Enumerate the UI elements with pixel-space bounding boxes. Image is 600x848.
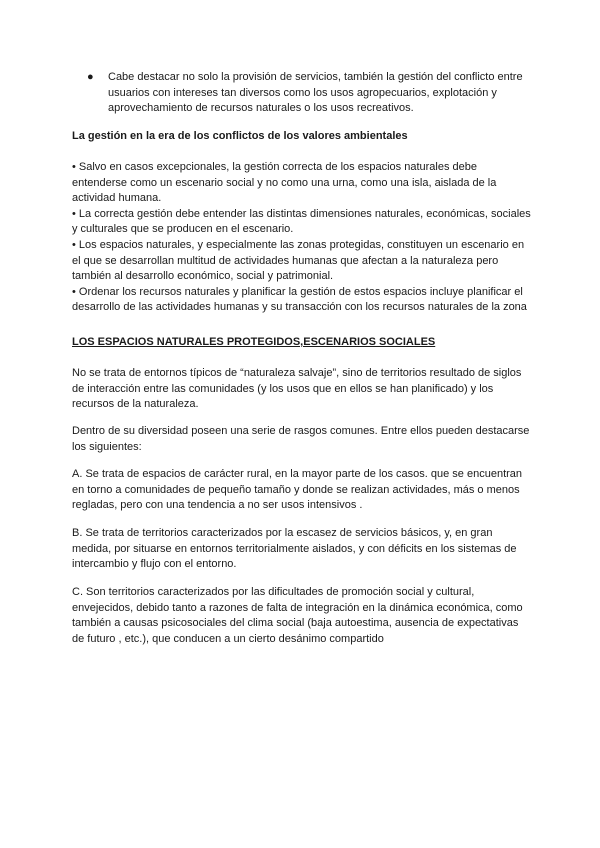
gestion-point: • La correcta gestión debe entender las distintas dimensiones naturales, económicas, sociales y culturales que se producen en el escenario. [72,207,531,236]
gestion-point: • Ordenar los recursos naturales y planificar la gestión de estos espacios incluye planificar el desarrollo de las actividades humanas y su transacción con los recursos naturales de la zona [72,285,527,314]
section-heading-gestion: La gestión en la era de los conflictos de los valores ambientales [72,130,408,142]
bullet-icon: ● [87,71,94,83]
item-c: C. Son territorios caracterizados por las dificultades de promoción social y cultural, envejecidos, debido tanto a razones de falta de integración en la dinámica económica, como también a causas psicosociales del clima social (baja autoestima, ausencia de expectativas de futuro , etc.), que conducen a un cierto desánimo compartido [72,586,523,645]
gestion-point: • Salvo en casos excepcionales, la gestión correcta de los espacios naturales debe entenderse como un escenario social y no como una urna, como una isla, aislada de la actividad humana. [72,161,497,205]
intro-bullet-item [87,70,532,117]
item-a: A. Se trata de espacios de carácter rural, en la mayor parte de los casos. que se encuentran en torno a comunidades de pequeño tamaño y donde se realizan actividades, más o menos regladas, pero con una tendencia a no ser usos intensivos . [72,468,523,512]
section-heading-espacios: LOS ESPACIOS NATURALES PROTEGIDOS,ESCENARIOS SOCIALES [72,336,436,348]
item-b: B. Se trata de territorios caracterizados por la escasez de servicios básicos, y, en gran medida, por situarse en entornos territorialmente aislados, y con déficits en los sistemas de intercambio y flujo con el entorno. [72,527,517,571]
gestion-points [72,160,532,316]
intro-bullet-text: Cabe destacar no solo la provisión de servicios, también la gestión del conflicto entre usuarios con intereses tan diversos como los usos agropecuarios, explotación y aprovechamiento de recursos naturales o los usos recreativos. [108,71,523,115]
paragraph-diversidad: Dentro de su diversidad poseen una serie de rasgos comunes. Entre ellos pueden destacarse los siguientes: [72,425,530,453]
gestion-point: • Los espacios naturales, y especialmente las zonas protegidas, constituyen un escenario en el que se desarrollan multitud de actividades humanas que afectan a la naturaleza pero también al desarrollo económico, social y patrimonial. [72,238,525,283]
paragraph-entornos: No se trata de entornos típicos de “naturaleza salvaje”, sino de territorios resultado de siglos de interacción entre las comunidades (y los usos que en ellos se han planificado) y los recursos de la naturaleza. [72,367,522,411]
